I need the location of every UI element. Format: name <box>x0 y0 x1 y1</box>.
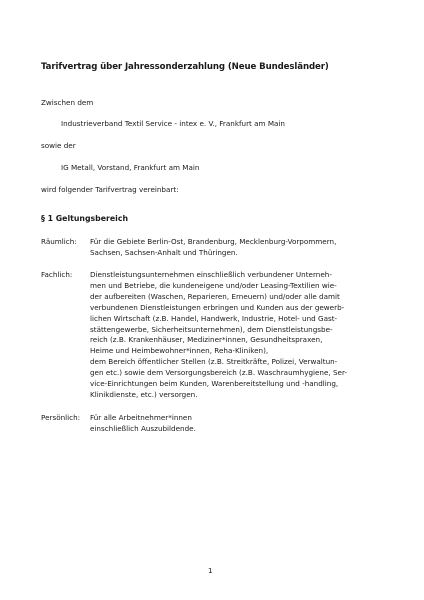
scope-line: dem Bereich öffentlicher Stellen (z.B. Streitkräfte, Polizei, Verwaltun- <box>90 357 338 367</box>
scope-line: men und Betriebe, die kundeneigene und/oder Leasing-Textilien wie- <box>90 280 337 290</box>
scope-line: lichen Wirtschaft (z.B. Handel, Handwerk, Industrie, Hotel- und Gast- <box>90 313 338 323</box>
scope-label: Persönlich: <box>41 413 81 422</box>
scope-line: Heime und Heimbewohner*innen, Reha-Kliniken), <box>90 346 269 356</box>
scope-line: gen etc.) sowie dem Versorgungsbereich (z.B. Waschraumhygiene, Ser- <box>90 368 348 378</box>
scope-text <box>90 237 336 259</box>
scope-line: Für alle Arbeitnehmer*innen <box>90 413 192 422</box>
scope-line: stättengewerbe, Sicherheitsunternehmen), dem Dienstleistungsbe- <box>90 324 333 334</box>
scope-line: vice-Einrichtungen beim Kunden, Warenbereitstellung und -handling, <box>90 379 339 389</box>
scope-line: reich (z.B. Krankenhäuser, Mediziner*innen, Gesundheitspraxen, <box>90 335 323 345</box>
scope-line: Für die Gebiete Berlin-Ost, Brandenburg, Mecklenburg-Vorpommern, <box>90 237 337 246</box>
scope-line: Dienstleistungsunternehmen einschließlich verbundener Unterneh- <box>90 270 332 279</box>
intro-between: Zwischen dem <box>41 98 94 107</box>
scope-line: Sachsen, Sachsen-Anhalt und Thüringen. <box>90 247 238 257</box>
scope-label: Räumlich: <box>41 237 77 246</box>
intro-agreed: wird folgender Tarifvertrag vereinbart: <box>41 185 179 194</box>
scope-line: der aufbereiten (Waschen, Reparieren, Erneuern) und/oder alle damit <box>90 291 340 301</box>
section-heading: § 1 Geltungsbereich <box>41 214 129 223</box>
scope-label: Fachlich: <box>41 270 73 279</box>
intro-and: sowie der <box>41 141 76 150</box>
scope-line: verbundenen Dienstleistungen erbringen und Kunden aus der gewerb- <box>90 302 345 312</box>
intro-party-1: Industrieverband Textil Service - intex e. V., Frankfurt am Main <box>61 119 285 128</box>
scope-line: einschließlich Auszubildende. <box>90 423 196 433</box>
intro-party-2: IG Metall, Vorstand, Frankfurt am Main <box>61 163 200 172</box>
document-title: Tarifvertrag über Jahressonderzahlung (Neue Bundesländer) <box>41 62 329 72</box>
scope-text <box>90 413 196 435</box>
scope-line: Klinikdienste, etc.) versorgen. <box>90 389 198 399</box>
page-number: 1 <box>208 566 213 575</box>
scope-text <box>90 270 347 401</box>
